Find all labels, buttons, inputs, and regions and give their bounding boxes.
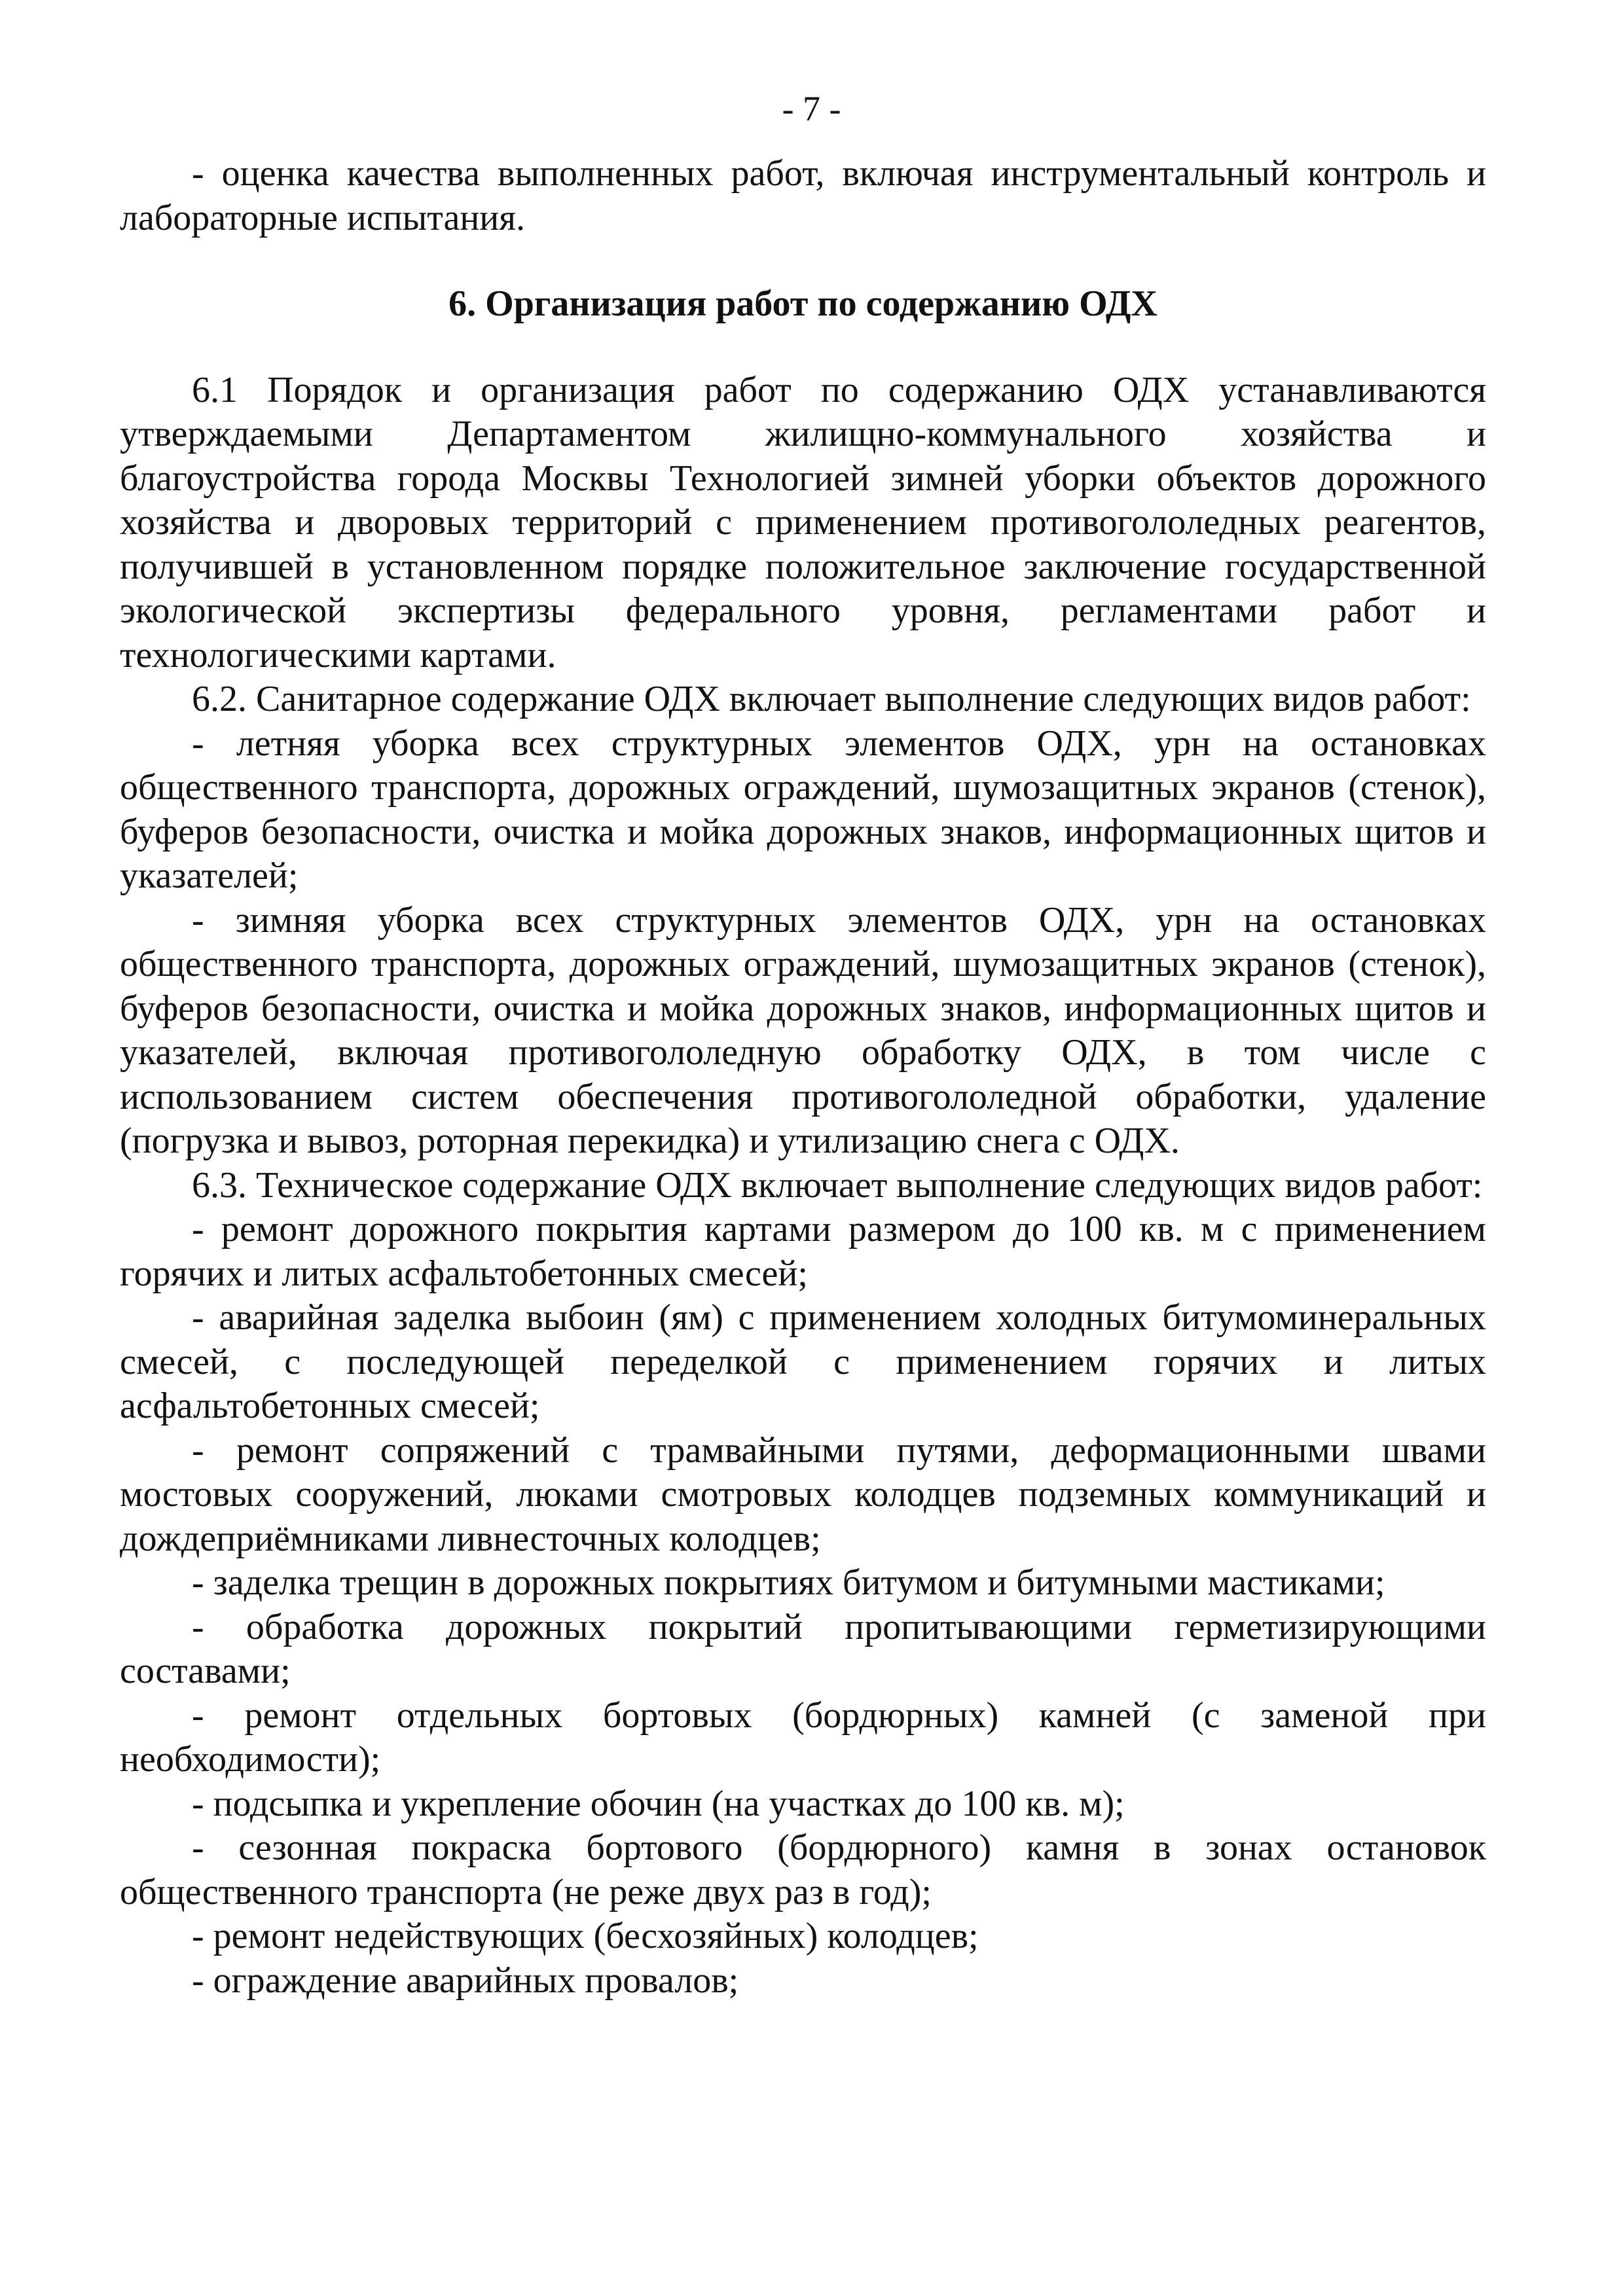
list-item-pavement-repair: - ремонт дорожного покрытия картами размером до 100 кв. м с применением горячих и литых асфальтобетонных смесей;	[120, 1209, 1486, 1294]
paragraph-6-3: 6.3. Техническое содержание ОДХ включает выполнение следующих видов работ:	[192, 1164, 1483, 1206]
intro-paragraph: - оценка качества выполненных работ, включая инструментальный контроль и лабораторные испытания.	[120, 153, 1486, 238]
list-item-joint-repair: - ремонт сопряжений с трамвайными путями, деформационными швами мостовых сооружений, люками смотровых колодцев подземных коммуникаций и дождеприёмниками ливнесточных колодцев;	[120, 1429, 1486, 1559]
list-item-summer-cleaning: - летняя уборка всех структурных элементов ОДХ, урн на остановках общественного транспорта, дорожных ограждений, шумозащитных экранов (стенок), буферов безопасности, очистка и мойка дорожных знаков, информационных щитов и указателей;	[120, 723, 1486, 896]
list-item-winter-cleaning: - зимняя уборка всех структурных элементов ОДХ, урн на остановках общественного транспорта, дорожных ограждений, шумозащитных экранов (стенок), буферов безопасности, очистка и мойка дорожных знаков, информационных щитов и указателей, включая противогололедную обработку ОДХ, в том числе с использованием систем обеспечения противогололедной обработки, удаление (погрузка и вывоз, роторная перекидка) и утилизацию снега с ОДХ.	[120, 899, 1486, 1161]
list-item-curb-repair: - ремонт отдельных бортовых (бордюрных) камней (с заменой при необходимости);	[120, 1695, 1486, 1780]
section-heading: 6. Организация работ по содержанию ОДХ	[448, 283, 1158, 324]
list-item-sinkhole-fencing: - ограждение аварийных провалов;	[192, 1960, 739, 2001]
list-item-shoulder-reinforcement: - подсыпка и укрепление обочин (на участках до 100 кв. м);	[192, 1783, 1125, 1824]
page-number: - 7 -	[782, 89, 841, 128]
list-item-pothole-sealing: - аварийная заделка выбоин (ям) с применением холодных битумоминеральных смесей, с последующей переделкой с применением горячих и литых асфальтобетонных смесей;	[120, 1297, 1486, 1426]
list-item-curb-painting: - сезонная покраска бортового (бордюрного) камня в зонах остановок общественного транспорта (не реже двух раз в год);	[120, 1827, 1486, 1912]
paragraph-6-1: 6.1 Порядок и организация работ по содержанию ОДХ устанавливаются утверждаемыми Департаментом жилищно-коммунального хозяйства и благоустройства города Москвы Технологией зимней уборки объектов дорожного хозяйства и дворовых территорий с применением противогололедных реагентов, получившей в установленном порядке положительное заключение государственной экологической экспертизы федерального уровня, регламентами работ и технологическими картами.	[120, 369, 1486, 675]
list-item-surface-treatment: - обработка дорожных покрытий пропитывающими герметизирующими составами;	[120, 1606, 1486, 1691]
list-item-crack-sealing: - заделка трещин в дорожных покрытиях битумом и битумными мастиками;	[192, 1562, 1385, 1603]
document-body	[120, 152, 1486, 2003]
paragraph-6-2: 6.2. Санитарное содержание ОДХ включает выполнение следующих видов работ:	[192, 679, 1471, 719]
list-item-well-repair: - ремонт недействующих (бесхозяйных) колодцев;	[192, 1916, 979, 1956]
